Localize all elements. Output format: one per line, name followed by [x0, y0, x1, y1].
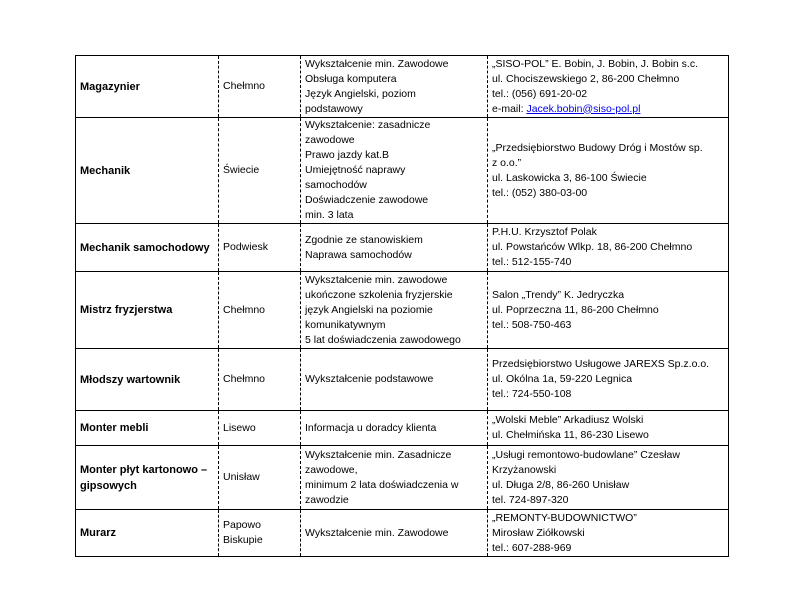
requirements-cell	[301, 118, 488, 224]
position-name: Magazynier	[80, 80, 140, 93]
table-row	[76, 349, 729, 411]
requirement-line: zawodowe	[305, 134, 355, 146]
requirement-line: komunikatywnym	[305, 318, 386, 331]
requirements-cell	[301, 446, 488, 510]
position-cell	[76, 411, 219, 446]
location-line: Lisewo	[223, 421, 256, 434]
requirement-line: Wykształcenie podstawowe	[305, 373, 434, 385]
position-cell	[76, 510, 219, 557]
location-cell	[219, 272, 301, 349]
requirement-line: język Angielski na poziomie	[305, 303, 433, 316]
employer-line: ul. Chociszewskiego 2, 86-200 Chełmno	[492, 72, 680, 85]
table-row	[76, 224, 729, 272]
job-offers-table	[75, 55, 729, 557]
requirement-line: Obsługa komputera	[305, 72, 397, 85]
requirement-line: Wykształcenie min. zawodowe	[305, 273, 448, 286]
position-cell	[76, 349, 219, 411]
requirement-line: Wykształcenie min. Zawodowe	[305, 526, 449, 539]
table-row	[76, 446, 729, 510]
requirement-line: zawodowe,	[305, 463, 358, 476]
requirement-line: Wykształcenie min. Zawodowe	[305, 57, 449, 70]
location-cell	[219, 56, 301, 118]
employer-line: „Usługi remontowo-budowlane” Czesław	[492, 448, 680, 461]
position-cell	[76, 224, 219, 272]
position-cell	[76, 56, 219, 118]
requirement-line: Wykształcenie: zasadnicze	[305, 119, 431, 131]
requirement-line: Wykształcenie min. Zasadnicze	[305, 448, 452, 461]
employer-line: tel.: (056) 691-20-02	[492, 87, 588, 100]
requirements-cell	[301, 56, 488, 118]
table-row	[76, 118, 729, 224]
employer-line: „Wolski Meble” Arkadiusz Wolski	[492, 414, 644, 426]
requirement-line: Doświadczenie zawodowe	[305, 194, 429, 206]
location-line: Biskupie	[223, 534, 263, 546]
employer-line: ul. Chełmińska 11, 86-230 Lisewo	[492, 429, 649, 441]
table-row	[76, 510, 729, 557]
requirement-line: Zgodnie ze stanowiskiem	[305, 233, 423, 246]
table-row	[76, 56, 729, 118]
position-name: Mistrz fryzjerstwa	[80, 304, 173, 316]
location-line: Świecie	[223, 164, 260, 176]
requirement-line: samochodów	[305, 179, 367, 191]
table-row	[76, 411, 729, 446]
employer-email-line	[492, 102, 725, 117]
requirement-line: podstawowy	[305, 102, 363, 115]
employer-line: tel.: 512-155-740	[492, 256, 572, 268]
position-name: Mechanik samochodowy	[80, 241, 210, 254]
employer-line: Krzyżanowski	[492, 463, 557, 476]
employer-cell	[488, 118, 729, 224]
employer-line: ul. Poprzeczna 11, 86-200 Chełmno	[492, 303, 659, 316]
position-name: Monter mebli	[80, 422, 149, 434]
location-line: Papowo	[223, 519, 261, 531]
employer-line: „Przedsiębiorstwo Budowy Dróg i Mostów sp.	[492, 141, 703, 154]
employer-line: ul. Laskowicka 3, 86-100 Świecie	[492, 171, 647, 184]
employer-line: ul. Długa 2/8, 86-260 Unisław	[492, 478, 630, 491]
employer-line: Salon „Trendy” K. Jedryczka	[492, 288, 625, 301]
location-cell	[219, 411, 301, 446]
employer-cell	[488, 272, 729, 349]
employer-line: tel. 724-897-320	[492, 493, 569, 506]
employer-cell	[488, 510, 729, 557]
employer-line: z o.o.”	[492, 156, 522, 169]
employer-line: „REMONTY-BUDOWNICTWO”	[492, 511, 637, 524]
requirement-line: Naprawa samochodów	[305, 248, 412, 261]
employer-line: tel.: 607-288-969	[492, 541, 572, 554]
requirement-line: Informacja u doradcy klienta	[305, 421, 437, 434]
location-line: Podwiesk	[223, 241, 268, 253]
requirements-cell	[301, 272, 488, 349]
employer-cell	[488, 224, 729, 272]
employer-line: ul. Powstańców Wlkp. 18, 86-200 Chełmno	[492, 241, 693, 253]
position-cell	[76, 446, 219, 510]
location-line: Chełmno	[223, 373, 266, 385]
position-name: Młodszy wartownik	[80, 373, 181, 386]
position-name: Mechanik	[80, 164, 131, 177]
location-line: Chełmno	[223, 80, 266, 92]
position-cell	[76, 118, 219, 224]
email-link[interactable]: Jacek.bobin@siso-pol.pl	[526, 102, 641, 115]
location-cell	[219, 224, 301, 272]
table-row	[76, 272, 729, 349]
requirements-cell	[301, 349, 488, 411]
requirement-line: Prawo jazdy kat.B	[305, 149, 390, 161]
requirements-cell	[301, 510, 488, 557]
employer-cell	[488, 349, 729, 411]
requirements-cell	[301, 224, 488, 272]
location-cell	[219, 349, 301, 411]
employer-line: Mirosław Ziółkowski	[492, 526, 585, 539]
location-cell	[219, 510, 301, 557]
location-line: Unisław	[223, 471, 260, 483]
requirement-line: Umiejętność naprawy	[305, 164, 406, 176]
location-cell	[219, 118, 301, 224]
requirement-line: min. 3 lata	[305, 209, 354, 221]
employer-cell	[488, 56, 729, 118]
requirement-line: 5 lat doświadczenia zawodowego	[305, 333, 461, 346]
requirement-line: Język Angielski, poziom	[305, 87, 416, 100]
employer-line: P.H.U. Krzysztof Polak	[492, 226, 597, 238]
employer-cell	[488, 411, 729, 446]
position-name: Murarz	[80, 527, 117, 539]
employer-line: tel.: 508-750-463	[492, 318, 572, 331]
requirements-cell	[301, 411, 488, 446]
employer-line: tel.: (052) 380-03-00	[492, 186, 588, 199]
employer-line: ul. Okólna 1a, 59-220 Legnica	[492, 373, 633, 385]
position-name: Monter płyt kartonowo – gipsowych	[80, 463, 208, 492]
employer-line: Przedsiębiorstwo Usługowe JAREXS Sp.z.o.o.	[492, 358, 710, 370]
employer-line: tel.: 724-550-108	[492, 388, 572, 400]
requirement-line: zawodzie	[305, 493, 349, 506]
position-cell	[76, 272, 219, 349]
employer-line: „SISO-POL” E. Bobin, J. Bobin, J. Bobin s.c.	[492, 57, 699, 70]
location-line: Chełmno	[223, 303, 266, 316]
requirement-line: minimum 2 lata doświadczenia w	[305, 478, 459, 491]
location-cell	[219, 446, 301, 510]
requirement-line: ukończone szkolenia fryzjerskie	[305, 288, 453, 301]
email-label: e-mail:	[492, 102, 527, 115]
employer-cell	[488, 446, 729, 510]
